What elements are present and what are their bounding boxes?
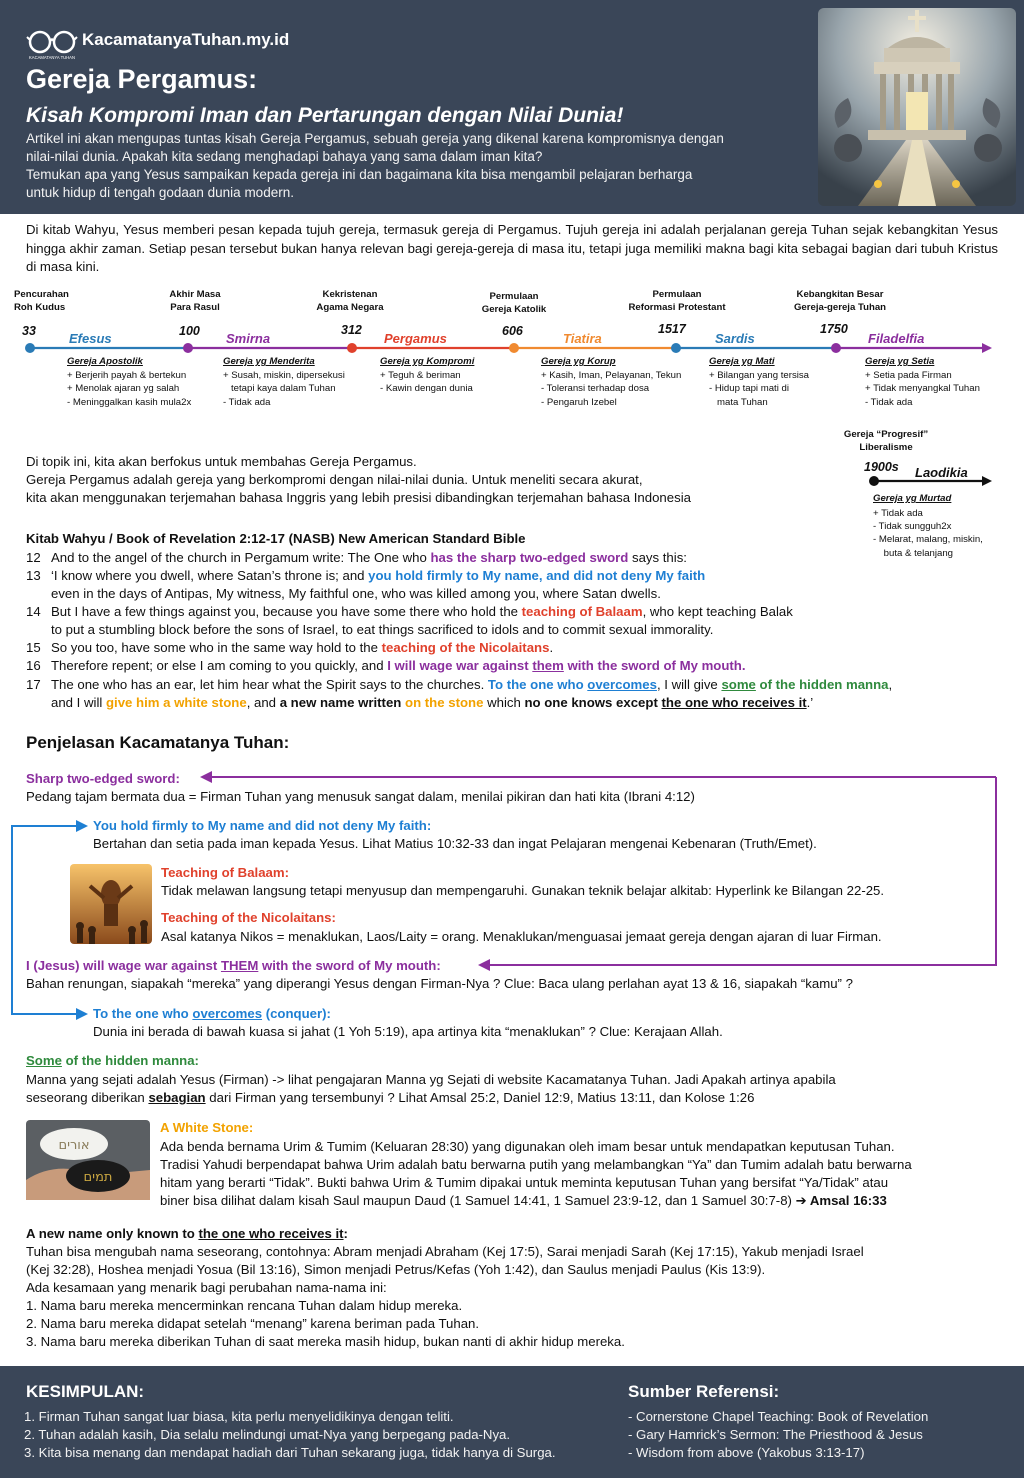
reference-item: - Wisdom from above (Yakobus 3:13-17) [628,1445,865,1460]
focus-line: kita akan menggunakan terjemahan bahasa Inggris yang lebih presisi dibandingkan terjemahan bahasa Indonesia [26,490,691,505]
verse-number: 12 [26,550,41,565]
church-trait: + Teguh & beriman [380,370,461,381]
church-type: Gereja yg Murtad [873,493,952,504]
scripture-title: Kitab Wahyu / Book of Revelation 2:12-17 (NASB) New American Standard Bible [26,531,526,546]
reference-title: Sumber Referensi: [628,1382,780,1401]
church-trait: - Kawin dengan dunia [380,383,473,394]
balaam-heading: Teaching of Balaam: [161,865,289,880]
church-type: Gereja yg Menderita [223,356,315,367]
conclusion-item: 2. Tuhan adalah kasih, Dia selalu melindungi umat-Nya yang berpegang pada-Nya. [24,1427,511,1442]
church-trait: mata Tuhan [709,397,768,408]
era-label: Akhir Masa Para Rasul [169,289,221,313]
verse-17: The one who has an ear, let him hear what the Spirit says to the churches. To the one who overcomes, I will give some of the hidden manna, [51,677,893,692]
church-name-filadelfia: Filadelfia [868,331,925,346]
church-temple-illustration [818,8,1016,206]
verse-17-cont: and I will give him a white stone, and a new name written on the stone which no one knows except the one who receives it.’ [51,695,814,710]
overcomes-text: Dunia ini berada di bawah kuasa si jahat (1 Yoh 5:19), apa artinya kita “menaklukan” ? Clue: Kerajaan Allah. [93,1024,723,1039]
new-name-text: Ada kesamaan yang menarik bagi perubahan nama-nama ini: [26,1280,387,1295]
explanation-title: Penjelasan Kacamatanya Tuhan: [26,733,290,752]
verse-16: Therefore repent; or else I am coming to you quickly, and I will wage war against them with the sword of My mouth. [51,658,746,673]
sword-heading: Sharp two-edged sword: [26,771,180,786]
white-stone-text: hitam yang berarti “Tidak”. Bukti bahwa Urim & Tumim dipakai untuk meminta keputusan Tuhan yang bersifat “Ya/Tidak” atau [160,1175,889,1190]
urim-label: אורים [58,1138,90,1153]
church-trait: + Tidak menyangkal Tuhan [865,383,980,394]
church-name-smirna: Smirna [226,331,271,346]
church-trait: + Berjerih payah & bertekun [67,370,187,381]
hold-firm-heading: You hold firmly to My name and did not deny My faith: [93,818,432,833]
church-trait: + Bilangan yang tersisa [709,370,809,381]
conclusion-title: KESIMPULAN: [26,1382,145,1401]
year-label: 606 [502,324,523,338]
new-name-point: 2. Nama baru mereka didapat setelah “menang” karena beriman pada Tuhan. [26,1316,480,1331]
new-name-heading: A new name only known to the one who receives it: [26,1226,348,1241]
era-label: Pencurahan Roh Kudus [14,289,69,313]
church-name-laodikia: Laodikia [915,465,968,480]
year-label: 100 [179,324,200,338]
church-type: Gereja yg Kompromi [380,356,475,367]
header-desc-line: Temukan apa yang Yesus sampaikan kepada gereja ini dan bagaimana kita bisa mengambil pelajaran berharga [26,167,693,182]
church-trait: - Hidup tapi mati di [709,383,789,394]
nicolaitans-heading: Teaching of the Nicolaitans: [161,910,336,925]
church-name-efesus: Efesus [69,331,112,346]
focus-line: Di topik ini, kita akan berfokus untuk membahas Gereja Pergamus. [26,454,417,469]
overcomes-heading: To the one who overcomes (conquer): [93,1006,331,1021]
verse-15: So you too, have some who in the same way hold to the teaching of the Nicolaitans. [51,640,554,655]
manna-heading: Some of the hidden manna: [26,1053,199,1068]
white-stone-heading: A White Stone: [160,1120,254,1135]
church-trait: + Setia pada Firman [865,370,952,381]
new-name-point: 1. Nama baru mereka mencerminkan rencana Tuhan dalam hidup mereka. [26,1298,463,1313]
verse-14: But I have a few things against you, because you have some there who hold the teaching of Balaam, who kept teaching Balak [51,604,793,619]
church-trait: + Susah, miskin, dipersekusi [223,370,345,381]
year-label: 33 [22,324,36,338]
church-trait: + Tidak ada [873,508,923,519]
church-trait: + Kasih, Iman, Pelayanan, Tekun [541,370,682,381]
church-name-sardis: Sardis [715,331,755,346]
white-stone-text: Ada benda bernama Urim & Tumim (Keluaran 28:30) yang digunakan oleh imam besar untuk mendapatkan keputusan Tuhan. [160,1139,895,1154]
verse-number: 14 [26,604,41,619]
white-stone-text: biner bisa dilihat dalam kisah Saul maupun Daud (1 Samuel 14:41, 1 Samuel 23:9-12, dan 1 Samuel 30:7-8) ➔ Amsal 16:33 [160,1193,887,1208]
church-type: Gereja yg Mati [709,356,775,367]
logo-text: KACAMATANYA TUHAN [29,55,75,60]
church-name-tiatira: Tiatira [563,331,602,346]
verse-13: ‘I know where you dwell, where Satan’s throne is; and you hold firmly to My name, and did not deny My faith [51,568,706,583]
reference-item: - Gary Hamrick’s Sermon: The Priesthood & Jesus [628,1427,923,1442]
church-trait: - Meninggalkan kasih mula2x [67,397,192,408]
manna-text: Manna yang sejati adalah Yesus (Firman) -> lihat pengajaran Manna yg Sejati di website Kacamatanya Tuhan. Jadi Apakah artinya apabila [26,1072,836,1087]
white-stone-text: Tradisi Yahudi berpendapat bahwa Urim adalah batu berwarna putih yang melambangkan “Ya” dan Tumim adalah batu berwarna [160,1157,912,1172]
church-trait: - Tidak ada [223,397,271,408]
church-trait: buta & telanjang [873,548,954,559]
intro-paragraph: Di kitab Wahyu, Yesus memberi pesan kepada tujuh gereja, termasuk gereja di Pergamus. Tujuh gereja ini adalah perjalanan gereja Tuhan sejak kebangkitan Yesus hingga akhir zaman. Setiap pesan tersebut bukan hanya relevan bagi gereja-gereja di masa itu, tetapi juga memiliki makna bagi kita sebagai bagian dari tubuh Kristus di masa kini. [26,222,998,274]
thummim-label: תמים [83,1170,113,1185]
verse-14-cont: to put a stumbling block before the sons of Israel, to eat things sacrificed to idols and to commit sexual immorality. [51,622,714,637]
white-stone-image [26,1120,150,1200]
church-trait: - Toleransi terhadap dosa [541,383,650,394]
church-type: Gereja Apostolik [67,356,143,367]
page-title: Gereja Pergamus: [26,64,258,94]
header-desc-line: nilai-nilai dunia. Apakah kita sedang menghadapi bahaya yang sama dalam iman kita? [26,149,543,164]
church-trait: tetapi kaya dalam Tuhan [223,383,336,394]
year-label: 1517 [658,322,686,336]
year-label: 1750 [820,322,848,336]
verse-number: 17 [26,677,41,692]
wage-war-text: Bahan renungan, siapakah “mereka” yang diperangi Yesus dengan Firman-Nya ? Clue: Baca ulang perlahan ayat 13 & 16, siapakah “kamu” ? [26,976,853,991]
site-name-link[interactable]: KacamatanyaTuhan.my.id [82,30,290,49]
sword-text: Pedang tajam bermata dua = Firman Tuhan yang menusuk sangat dalam, menilai pikiran dan hati kita (Ibrani 4:12) [26,789,695,804]
nicolaitans-text: Asal katanya Nikos = menaklukan, Laos/Laity = orang. Menaklukan/menguasai jemaat gereja dengan ajaran di luar Firman. [161,929,882,944]
header-desc-line: Artikel ini akan mengupas tuntas kisah Gereja Pergamus, sebuah gereja yang dikenal karena kompromisnya dengan [26,131,724,146]
church-type: Gereja yg Korup [541,356,616,367]
church-trait: - Melarat, malang, miskin, [873,534,983,545]
church-trait: - Tidak ada [865,397,913,408]
verse-number: 15 [26,640,41,655]
verse-12: And to the angel of the church in Pergamum write: The One who has the sharp two-edged sword says this: [51,550,687,565]
era-label: Gereja “Progresif” Liberalisme [843,429,929,453]
church-name-pergamus: Pergamus [384,331,447,346]
year-label: 1900s [864,460,899,474]
era-label: Kebangkitan Besar Gereja-gereja Tuhan [793,289,887,313]
header-banner [0,0,1024,214]
balaam-text: Tidak melawan langsung tetapi menyusup dan mempengaruhi. Gunakan teknik belajar alkitab: Hyperlink ke Bilangan 22-25. [161,883,885,898]
new-name-text: (Kej 32:28), Hoshea menjadi Yosua (Bil 13:16), Simon menjadi Petrus/Kefas (Yoh 1:42), dan Saulus menjadi Paulus (Kis 13:9). [26,1262,766,1277]
verse-13-cont: even in the days of Antipas, My witness, My faithful one, who was killed among you, where Satan dwells. [51,586,661,601]
era-label: Kekristenan Agama Negara [316,289,384,313]
conclusion-item: 1. Firman Tuhan sangat luar biasa, kita perlu menyelidikinya dengan teliti. [24,1409,454,1424]
hold-firm-text: Bertahan dan setia pada iman kepada Yesus. Lihat Matius 10:32-33 dan ingat Pelajaran mengenai Kebenaran (Truth/Emet). [93,836,817,851]
header-desc-line: untuk hidup di tengah godaan dunia modern. [26,185,294,200]
church-trait: + Menolak ajaran yg salah [67,383,180,394]
church-type: Gereja yg Setia [865,356,935,367]
footer-banner [0,1366,1024,1478]
reference-item: - Cornerstone Chapel Teaching: Book of Revelation [628,1409,929,1424]
page-subtitle: Kisah Kompromi Iman dan Pertarungan dengan Nilai Dunia! [26,104,624,127]
era-label: Permulaan Reformasi Protestant [628,289,726,313]
new-name-point: 3. Nama baru mereka diberikan Tuhan di saat mereka masih hidup, bukan nanti di akhir hidup mereka. [26,1334,625,1349]
verse-number: 16 [26,658,41,673]
glasses-logo-icon [26,28,78,64]
manna-text: seseorang diberikan sebagian dari Firman yang tersembunyi ? Lihat Amsal 25:2, Daniel 12:9, Matius 13:11, dan Kolose 1:26 [26,1090,755,1105]
wage-war-heading: I (Jesus) will wage war against THEM with the sword of My mouth: [26,958,441,973]
focus-line: Gereja Pergamus adalah gereja yang berkompromi dengan nilai-nilai dunia. Untuk meneliti secara akurat, [26,472,643,487]
church-trait: - Tidak sungguh2x [873,521,952,532]
verse-number: 13 [26,568,41,583]
timeline-arrow [25,343,992,353]
new-name-text: Tuhan bisa mengubah nama seseorang, contohnya: Abram menjadi Abraham (Kej 17:5), Sarai menjadi Sarah (Kej 17:15), Yakub menjadi Israel [26,1244,864,1259]
church-trait: - Pengaruh Izebel [541,397,617,408]
balaam-idol-image [70,864,152,944]
conclusion-item: 3. Kita bisa menang dan mendapat hadiah dari Tuhan sekarang juga, tidak hanya di Surga. [24,1445,556,1460]
year-label: 312 [341,323,362,337]
era-label: Permulaan Gereja Katolik [481,291,547,315]
